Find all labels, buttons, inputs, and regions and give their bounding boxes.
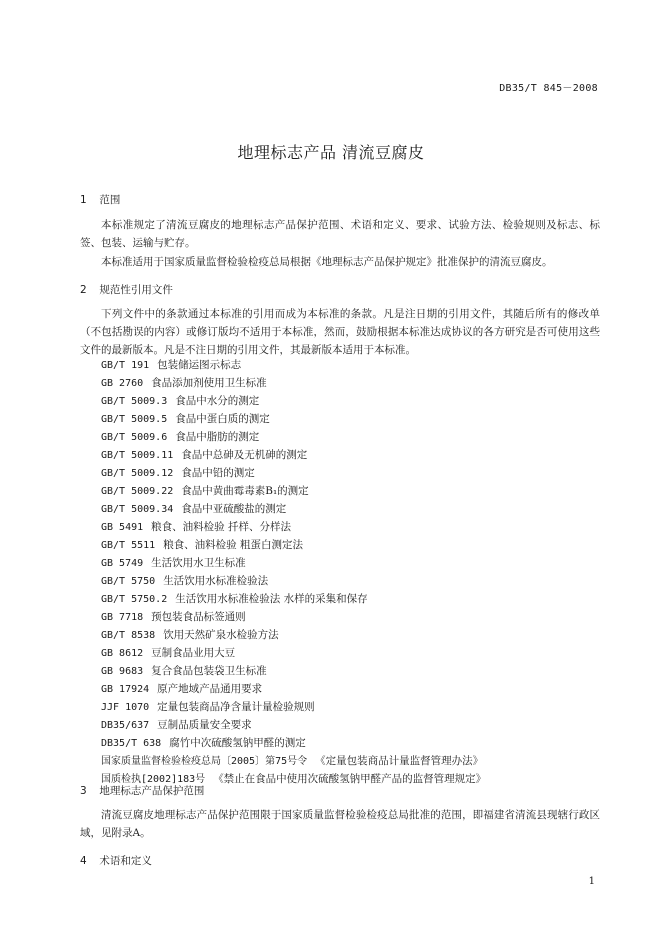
page-number: 1 [588, 876, 595, 887]
reference-title: 食品中总砷及无机砷的测定 [181, 449, 308, 461]
reference-item [101, 554, 601, 572]
reference-title: 粮食、油料检验 粗蛋白测定法 [163, 539, 304, 551]
reference-title: 豆制食品业用大豆 [151, 647, 236, 659]
reference-title: 生活饮用水标准检验法 [163, 575, 269, 587]
reference-title: 生活饮用水标准检验法 水样的采集和保存 [175, 593, 368, 605]
reference-code: GB 17924 [101, 684, 150, 695]
section-2-heading [80, 282, 173, 297]
protection-scope-paragraph: 清流豆腐皮地理标志产品保护范围限于国家质量监督检验检疫总局批准的范围，即福建省清流县现辖行政区域，见附录A。 [80, 809, 600, 839]
reference-title: 包装储运图示标志 [157, 359, 242, 371]
reference-title: 原产地域产品通用要求 [157, 683, 263, 695]
reference-title: 定量包装商品净含量计量检验规则 [157, 701, 315, 713]
reference-title: 食品中水分的测定 [175, 395, 260, 407]
reference-item [101, 500, 601, 518]
reference-title: 腐竹中次硫酸氢钠甲醛的测定 [169, 737, 306, 749]
reference-item [101, 446, 601, 464]
reference-code: DB35/637 [101, 720, 150, 731]
reference-item [101, 392, 601, 410]
reference-title: 生活饮用水卫生标准 [151, 557, 246, 569]
reference-code: GB/T 5009.22 [101, 486, 174, 497]
reference-title: 预包装食品标签通则 [151, 611, 246, 623]
reference-code: GB 2760 [101, 378, 144, 389]
section-4-heading [80, 853, 152, 868]
reference-code: GB/T 5750.2 [101, 594, 168, 605]
reference-item [101, 680, 601, 698]
reference-code: GB/T 5009.11 [101, 450, 174, 461]
reference-code: 国家质量监督检验检疫总局〔2005〕第75号令 [101, 756, 308, 767]
section-number: 4 [80, 855, 87, 867]
reference-code: GB/T 191 [101, 360, 150, 371]
reference-code: GB 8612 [101, 648, 144, 659]
reference-item [101, 716, 601, 734]
reference-title: 食品中脂肪的测定 [175, 431, 260, 443]
reference-title: 食品中黄曲霉毒素B₁的测定 [181, 485, 309, 497]
document-title: 地理标志产品 清流豆腐皮 [237, 143, 425, 162]
reference-title: 食品中亚硫酸盐的测定 [181, 503, 287, 515]
reference-item [101, 698, 601, 716]
section-title: 范围 [99, 194, 121, 206]
reference-code: GB 5491 [101, 522, 144, 533]
reference-item [101, 644, 601, 662]
reference-title: 《禁止在食品中使用次硫酸氢钠甲醛产品的监督管理规定》 [213, 773, 487, 785]
reference-item [101, 410, 601, 428]
reference-title: 食品中蛋白质的测定 [175, 413, 270, 425]
section-number: 2 [80, 284, 87, 296]
section-title: 地理标志产品保护范围 [99, 785, 205, 797]
reference-code: GB 9683 [101, 666, 144, 677]
reference-item [101, 518, 601, 536]
reference-title: 《定量包装商品计量监督管理办法》 [315, 755, 484, 767]
reference-code: GB/T 5009.34 [101, 504, 174, 515]
section-3-heading [80, 783, 204, 798]
reference-title: 粮食、油料检验 扦样、分样法 [151, 521, 291, 533]
scope-paragraph-1: 本标准规定了清流豆腐皮的地理标志产品保护范围、术语和定义、要求、试验方法、检验规则及标志、标签、包装、运输与贮存。 [80, 219, 600, 249]
reference-title: 复合食品包装袋卫生标准 [151, 665, 267, 677]
reference-item [101, 590, 601, 608]
section-title: 规范性引用文件 [99, 284, 173, 296]
reference-code: GB/T 5009.12 [101, 468, 174, 479]
reference-list [101, 356, 601, 788]
reference-title: 食品添加剂使用卫生标准 [151, 377, 267, 389]
reference-code: 国质检执[2002]183号 [101, 774, 206, 785]
reference-item [101, 608, 601, 626]
reference-code: GB 5749 [101, 558, 144, 569]
standard-code: DB35/T 845－2008 [499, 83, 598, 94]
reference-item [101, 734, 601, 752]
reference-code: GB/T 8538 [101, 630, 156, 641]
reference-item [101, 374, 601, 392]
reference-item [101, 626, 601, 644]
reference-code: DB35/T 638 [101, 738, 162, 749]
scope-paragraph-2: 本标准适用于国家质量监督检验检疫总局根据《地理标志产品保护规定》批准保护的清流豆腐皮。 [101, 256, 553, 268]
reference-title: 食品中铅的测定 [181, 467, 255, 479]
reference-item [101, 572, 601, 590]
reference-title: 饮用天然矿泉水检验方法 [163, 629, 279, 641]
reference-title: 豆制品质量安全要求 [157, 719, 252, 731]
section-number: 1 [80, 194, 87, 206]
reference-code: GB/T 5009.3 [101, 396, 168, 407]
reference-code: GB/T 5009.6 [101, 432, 168, 443]
reference-code: JJF 1070 [101, 702, 150, 713]
reference-code: GB/T 5009.5 [101, 414, 168, 425]
reference-item [101, 428, 601, 446]
section-1-heading [80, 192, 120, 207]
normative-references-intro: 下列文件中的条款通过本标准的引用而成为本标准的条款。凡是注日期的引用文件，其随后所有的修改单（不包括勘误的内容）或修订版均不适用于本标准，然而，鼓励根据本标准达成协议的各方研究是否可使用这些文件的最新版本。凡是不注日期的引用文件，其最新版本适用于本标准。 [80, 308, 600, 356]
reference-item [101, 482, 601, 500]
reference-item [101, 464, 601, 482]
reference-code: GB/T 5511 [101, 540, 156, 551]
section-title: 术语和定义 [99, 855, 152, 867]
reference-item [101, 536, 601, 554]
reference-code: GB/T 5750 [101, 576, 156, 587]
reference-code: GB 7718 [101, 612, 144, 623]
reference-item [101, 356, 601, 374]
reference-item [101, 662, 601, 680]
section-number: 3 [80, 785, 87, 797]
reference-item [101, 752, 601, 770]
